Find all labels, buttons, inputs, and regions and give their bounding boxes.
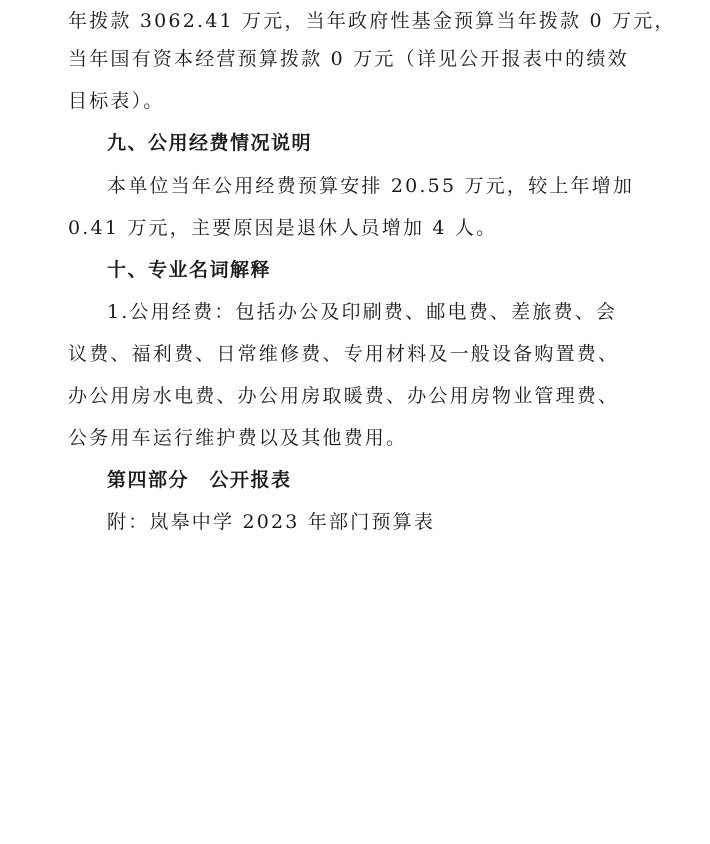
section-heading-glossary: 十、专业名词解释: [107, 259, 272, 281]
paragraph-line: 年拨款 3062.41 万元，当年政府性基金预算当年拨款 0 万元，: [68, 10, 676, 32]
paragraph-line: 公务用车运行维护费以及其他费用。: [68, 427, 408, 449]
paragraph-line: 本单位当年公用经费预算安排 20.55 万元，较上年增加: [107, 175, 635, 197]
section-heading-public-expenses: 九、公用经费情况说明: [107, 132, 313, 154]
attachment-line: 附：岚皋中学 2023 年部门预算表: [107, 511, 436, 533]
paragraph-line: 办公用房水电费、办公用房取暖费、办公用房物业管理费、: [68, 385, 620, 407]
paragraph-line: 当年国有资本经营预算拨款 0 万元（详见公开报表中的绩效: [68, 48, 629, 70]
paragraph-line: 1.公用经费：包括办公及印刷费、邮电费、差旅费、会: [107, 301, 618, 323]
part-heading-public-reports: 第四部分 公开报表: [107, 469, 292, 491]
paragraph-line: 议费、福利费、日常维修费、专用材料及一般设备购置费、: [68, 343, 620, 365]
paragraph-line: 0.41 万元，主要原因是退休人员增加 4 人。: [68, 217, 498, 239]
paragraph-line: 目标表）。: [68, 90, 165, 112]
